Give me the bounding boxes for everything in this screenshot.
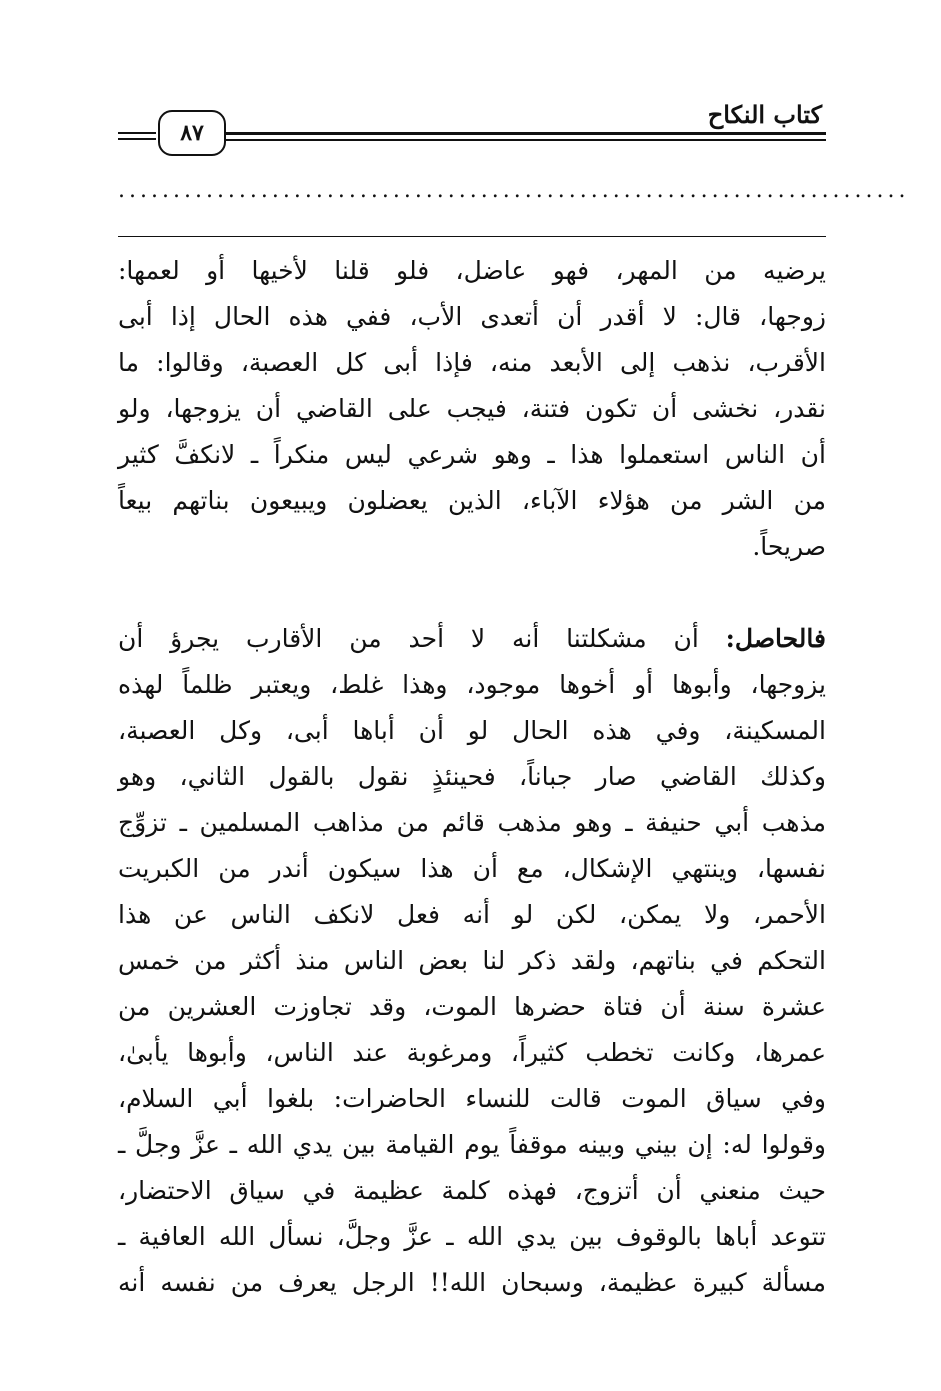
- header-rule-left-top: [118, 132, 156, 134]
- paragraph2-line-8: التحكم في بناتهم، ولقد ذكر لنا بعض الناس منذ أكثر من خمس: [118, 946, 826, 975]
- page-number: ٨٧: [158, 110, 226, 156]
- paragraph2-line-15: مسألة كبيرة عظيمة، وسبحان الله!! الرجل يعرف من نفسه أنه: [118, 1268, 826, 1297]
- paragraph1-line-4: نقدر، نخشى أن تكون فتنة، فيجب على القاضي أن يزوجها، ولو: [118, 394, 826, 423]
- paragraph2-line-6: نفسها، وينتهي الإشكال، مع أن هذا سيكون أندر من الكبريت: [118, 854, 826, 883]
- paragraph2-line-4: وكذلك القاضي صار جباناً، فحينئذٍ نقول بالقول الثاني، وهو: [118, 762, 826, 791]
- paragraph1-line-6: من الشر من هؤلاء الآباء، الذين يعضلون ويبيعون بناتهم بيعاً: [118, 486, 826, 515]
- section-rule: [118, 236, 826, 237]
- book-title: كتاب النكاح: [700, 100, 822, 129]
- header-rule-left-bottom: [118, 138, 156, 140]
- paragraph1-line-1: يرضيه من المهر، فهو عاضل، فلو قلنا لأخيها أو لعمها:: [118, 256, 826, 285]
- paragraph1-line-3: الأقرب، نذهب إلى الأبعد منه، فإذا أبى كل العصبة، وقالوا: ما: [118, 348, 826, 377]
- paragraph2-line-13: حيث منعني أن أتزوج، فهذه كلمة عظيمة في سياق الاحتضار،: [118, 1176, 826, 1205]
- paragraph2-line-3: المسكينة، وفي هذه الحال لو أن أباها أبى، وكل العصبة،: [118, 716, 826, 745]
- paragraph2-line-12: وقولوا له: إن بيني وبينه موقفاً يوم القيامة بين يدي الله ـ عزَّ وجلَّ ـ: [118, 1130, 826, 1159]
- paragraph2-line-9: عشرة سنة أن فتاة حضرها الموت، وقد تجاوزت العشرين من: [118, 992, 826, 1021]
- paragraph2-line-5: مذهب أبي حنيفة ـ وهو مذهب قائم من مذاهب المسلمين ـ تزوِّج: [118, 808, 826, 837]
- header-rule-right-bottom: [222, 139, 826, 141]
- paragraph2-line-11: وفي سياق الموت قالت للنساء الحاضرات: بلغوا أبي السلام،: [118, 1084, 826, 1113]
- body-text: [118, 248, 826, 1306]
- paragraph1-line-7: صريحاً.: [752, 532, 826, 561]
- running-header: [118, 100, 826, 160]
- paragraph1-line-2: زوجها، قال: لا أقدر أن أتعدى الأب، ففي هذه الحال إذا أبى: [118, 302, 826, 331]
- paragraph-gap: [118, 570, 826, 616]
- paragraph1-line-5: أن الناس استعملوا هذا ـ وهو شرعي ليس منكراً ـ لانكفَّ كثير: [118, 440, 826, 469]
- paragraph2-line-10: عمرها، وكانت تخطب كثيراً، ومرغوبة عند الناس، وأبوها يأبىٰ،: [118, 1038, 826, 1067]
- paragraph2-lead: فالحاصل:: [725, 624, 826, 653]
- paragraph2-line-7: الأحمر، ولا يمكن، لكن لو أنه فعل لانكف الناس عن هذا: [118, 900, 826, 929]
- paragraph2-line-2: يزوجها، وأبوها أو أخوها موجود، وهذا غلط، ويعتبر ظلماً لهذه: [118, 670, 826, 699]
- paragraph2-line-14: تتوعد أباها بالوقوف بين يدي الله ـ عزَّ وجلَّ، نسأل الله العافية ـ: [118, 1222, 826, 1251]
- paragraph2-line-1: [118, 616, 826, 662]
- dotted-separator: ........................................................................: [118, 178, 910, 203]
- paragraph2-line-1-rest: أن مشكلتنا أنه لا أحد من الأقارب يجرؤ أن: [118, 624, 726, 653]
- header-rule-right-top: [222, 132, 826, 135]
